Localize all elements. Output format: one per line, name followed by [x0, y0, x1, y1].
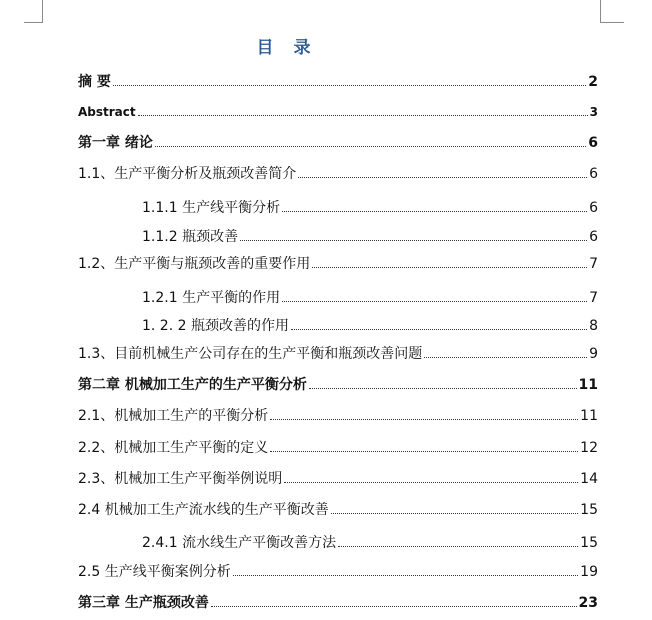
dot-leader [113, 85, 586, 86]
toc-entry-page: 8 [589, 318, 598, 334]
toc-entry-page: 15 [580, 535, 598, 551]
toc-entry-page: 19 [580, 564, 598, 580]
dot-leader [309, 388, 577, 389]
toc-entry-page: 7 [589, 256, 598, 272]
toc-entry-text: 1.2、生产平衡与瓶颈改善的重要作用 [78, 256, 311, 272]
toc-entry-text: 2.5 生产线平衡案例分析 [78, 564, 231, 580]
toc-entry-text: 1. 2. 2 瓶颈改善的作用 [142, 318, 289, 334]
dot-leader [424, 357, 587, 358]
dot-leader [291, 329, 587, 330]
toc-entry[interactable] [0, 500, 652, 520]
toc-entry-text: 1.1.2 瓶颈改善 [142, 229, 239, 245]
toc-entry[interactable] [0, 254, 652, 274]
toc-entry-page: 11 [578, 377, 598, 393]
dot-leader [298, 177, 587, 178]
toc-entry[interactable] [0, 438, 652, 458]
toc-entry-page: 12 [580, 440, 598, 456]
toc-entry-text: 第一章 绪论 [78, 135, 153, 151]
toc-entry[interactable] [0, 375, 652, 395]
toc-entry[interactable] [0, 593, 652, 613]
toc-entry-text: 1.1、生产平衡分析及瓶颈改善简介 [78, 166, 297, 182]
dot-leader [155, 146, 586, 147]
dot-leader [270, 451, 578, 452]
toc-entry[interactable] [0, 344, 652, 364]
dot-leader [282, 211, 587, 212]
toc-entry[interactable] [0, 133, 652, 153]
dot-leader [240, 240, 587, 241]
dot-leader [312, 267, 587, 268]
toc-entry-page: 2 [588, 74, 598, 90]
dot-leader [284, 482, 578, 483]
toc-entry[interactable] [0, 562, 652, 582]
page-corner-mark-right [600, 0, 624, 23]
toc-entry-text: 摘 要 [78, 74, 111, 90]
page-corner-mark-left [24, 0, 43, 23]
toc-entry[interactable] [0, 164, 652, 184]
dot-leader [282, 301, 587, 302]
toc-entry[interactable] [0, 469, 652, 489]
toc-entry[interactable] [0, 406, 652, 426]
toc-entry[interactable] [0, 102, 652, 122]
toc-entry-page: 11 [580, 408, 598, 424]
dot-leader [338, 546, 578, 547]
toc-entry[interactable] [0, 198, 652, 218]
toc-entry-page: 6 [589, 229, 598, 245]
toc-entry[interactable] [0, 288, 652, 308]
toc-entry[interactable] [0, 316, 652, 336]
dot-leader [138, 115, 588, 116]
toc-entry-page: 3 [589, 105, 598, 119]
dot-leader [331, 513, 578, 514]
toc-entry[interactable] [0, 227, 652, 247]
toc-entry-text: 1.3、目前机械生产公司存在的生产平衡和瓶颈改善问题 [78, 346, 423, 362]
toc-entry-text: 2.1、机械加工生产的平衡分析 [78, 408, 269, 424]
toc-entry-page: 14 [580, 471, 598, 487]
toc-entry-page: 6 [588, 135, 598, 151]
toc-entry[interactable] [0, 533, 652, 553]
dot-leader [233, 575, 578, 576]
toc-entry-page: 6 [589, 200, 598, 216]
toc-entry-text: 2.3、机械加工生产平衡举例说明 [78, 471, 283, 487]
toc-entry-page: 7 [589, 290, 598, 306]
dot-leader [270, 419, 578, 420]
toc-entry-text: 第二章 机械加工生产的生产平衡分析 [78, 377, 307, 393]
toc-entry-text: 2.4 机械加工生产流水线的生产平衡改善 [78, 502, 329, 518]
toc-entry-text: 1.2.1 生产平衡的作用 [142, 290, 281, 306]
dot-leader [211, 606, 577, 607]
toc-entry-text: 第三章 生产瓶颈改善 [78, 595, 209, 611]
toc-entry-page: 9 [589, 346, 598, 362]
toc-entry-text: 2.4.1 流水线生产平衡改善方法 [142, 535, 337, 551]
toc-title: 目 录 [256, 38, 318, 58]
toc-entry-page: 23 [578, 595, 598, 611]
toc-entry-text: Abstract [78, 105, 136, 119]
toc-entry[interactable] [0, 72, 652, 92]
toc-entry-page: 15 [580, 502, 598, 518]
toc-entry-page: 6 [589, 166, 598, 182]
toc-entry-text: 2.2、机械加工生产平衡的定义 [78, 440, 269, 456]
toc-entry-text: 1.1.1 生产线平衡分析 [142, 200, 281, 216]
